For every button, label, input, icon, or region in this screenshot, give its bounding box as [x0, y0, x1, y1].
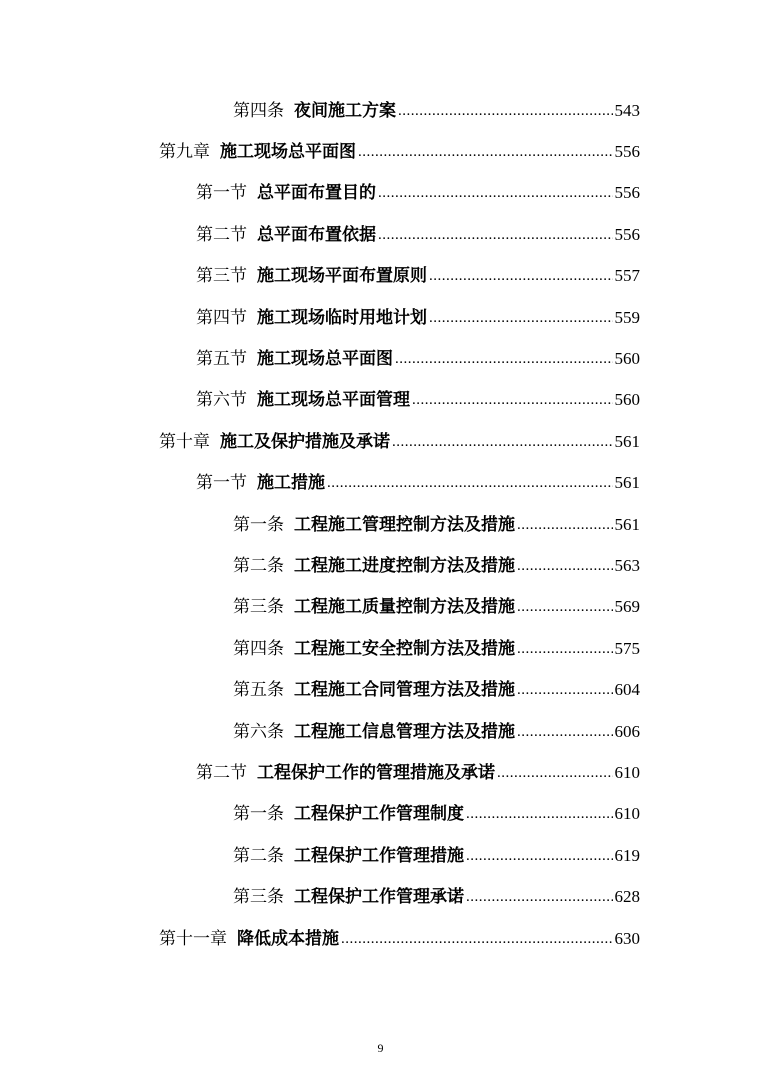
toc-dot-leader	[517, 514, 613, 536]
toc-entry-page: 630	[614, 928, 640, 948]
toc-entry-number: 第六条	[233, 721, 284, 741]
toc-dot-leader	[517, 679, 613, 701]
table-of-contents	[0, 90, 761, 959]
toc-dot-leader	[395, 348, 613, 370]
toc-entry-page: 561	[614, 431, 640, 451]
toc-entry-title: 总平面布置目的	[257, 183, 376, 204]
toc-entry-title: 工程施工管理控制方法及措施	[294, 514, 515, 535]
toc-entry[interactable]	[0, 587, 761, 628]
toc-entry-number: 第五节	[196, 349, 247, 369]
toc-entry[interactable]	[0, 463, 761, 504]
toc-entry[interactable]	[0, 752, 761, 793]
toc-entry-page: 628	[614, 887, 640, 907]
toc-entry-number: 第二节	[196, 224, 247, 244]
toc-dot-leader	[327, 472, 613, 494]
toc-entry-number: 第四节	[196, 307, 247, 327]
toc-entry[interactable]	[0, 173, 761, 214]
toc-entry-title: 工程施工进度控制方法及措施	[294, 555, 515, 576]
toc-entry-number: 第四条	[233, 100, 284, 120]
toc-entry-page: 563	[614, 555, 640, 575]
toc-entry[interactable]	[0, 421, 761, 462]
toc-entry[interactable]	[0, 297, 761, 338]
toc-entry-number: 第十一章	[159, 928, 227, 948]
toc-entry-title: 工程保护工作管理措施	[294, 845, 464, 866]
toc-entry-title: 工程施工合同管理方法及措施	[294, 680, 515, 701]
toc-entry-number: 第十章	[159, 431, 210, 451]
toc-entry-number: 第四条	[233, 638, 284, 658]
toc-entry[interactable]	[0, 711, 761, 752]
toc-entry[interactable]	[0, 876, 761, 917]
toc-entry-page: 556	[614, 224, 640, 244]
toc-dot-leader	[517, 638, 613, 660]
toc-entry-title: 工程保护工作的管理措施及承诺	[257, 762, 495, 783]
toc-entry-title: 施工现场总平面管理	[257, 390, 410, 411]
toc-entry[interactable]	[0, 214, 761, 255]
toc-entry-number: 第一条	[233, 804, 284, 824]
toc-entry[interactable]	[0, 669, 761, 710]
toc-entry-number: 第一条	[233, 514, 284, 534]
toc-entry-page: 610	[614, 762, 640, 782]
toc-entry-title: 工程保护工作管理制度	[294, 804, 464, 825]
toc-entry-page: 560	[614, 349, 640, 369]
toc-entry-page: 543	[614, 100, 640, 120]
toc-entry-number: 第一节	[196, 473, 247, 493]
toc-entry-number: 第二条	[233, 845, 284, 865]
toc-entry-number: 第三节	[196, 266, 247, 286]
toc-entry-title: 降低成本措施	[237, 928, 339, 949]
toc-entry-page: 557	[614, 266, 640, 286]
toc-entry[interactable]	[0, 256, 761, 297]
toc-entry-page: 560	[614, 390, 640, 410]
toc-entry-title: 夜间施工方案	[294, 100, 396, 121]
toc-entry-number: 第三条	[233, 887, 284, 907]
toc-entry-page: 569	[614, 597, 640, 617]
toc-entry-title: 总平面布置依据	[257, 224, 376, 245]
toc-dot-leader	[378, 224, 613, 246]
toc-dot-leader	[517, 596, 613, 618]
toc-entry[interactable]	[0, 545, 761, 586]
toc-entry-page: 561	[614, 514, 640, 534]
toc-entry-page: 604	[614, 680, 640, 700]
toc-entry-page: 561	[614, 473, 640, 493]
toc-entry-number: 第二节	[196, 762, 247, 782]
toc-dot-leader	[378, 182, 613, 204]
toc-dot-leader	[429, 265, 613, 287]
toc-dot-leader	[412, 389, 613, 411]
toc-entry[interactable]	[0, 338, 761, 379]
toc-entry-title: 施工现场平面布置原则	[257, 266, 427, 287]
toc-dot-leader	[392, 431, 613, 453]
toc-entry-title: 工程保护工作管理承诺	[294, 887, 464, 908]
toc-entry-title: 施工现场临时用地计划	[257, 307, 427, 328]
toc-entry-page: 619	[614, 845, 640, 865]
toc-dot-leader	[497, 762, 613, 784]
toc-dot-leader	[398, 100, 613, 122]
toc-entry-title: 工程施工质量控制方法及措施	[294, 597, 515, 618]
toc-dot-leader	[429, 307, 613, 329]
toc-entry-number: 第一节	[196, 183, 247, 203]
toc-dot-leader	[358, 141, 613, 163]
toc-entry[interactable]	[0, 794, 761, 835]
toc-entry-title: 施工措施	[257, 473, 325, 494]
toc-entry-title: 施工现场总平面图	[220, 142, 356, 163]
toc-entry[interactable]	[0, 918, 761, 959]
toc-entry-title: 工程施工信息管理方法及措施	[294, 721, 515, 742]
toc-dot-leader	[466, 803, 613, 825]
toc-entry[interactable]	[0, 131, 761, 172]
toc-entry-number: 第九章	[159, 142, 210, 162]
toc-entry-page: 610	[614, 804, 640, 824]
toc-entry-number: 第二条	[233, 555, 284, 575]
toc-dot-leader	[517, 555, 613, 577]
toc-entry[interactable]	[0, 835, 761, 876]
toc-entry-title: 工程施工安全控制方法及措施	[294, 638, 515, 659]
toc-dot-leader	[517, 721, 613, 743]
toc-entry-number: 第三条	[233, 597, 284, 617]
toc-dot-leader	[466, 845, 613, 867]
toc-entry-page: 556	[614, 142, 640, 162]
toc-entry[interactable]	[0, 90, 761, 131]
toc-dot-leader	[341, 928, 613, 950]
toc-entry-title: 施工现场总平面图	[257, 349, 393, 370]
toc-entry-title: 施工及保护措施及承诺	[220, 431, 390, 452]
toc-entry[interactable]	[0, 504, 761, 545]
page-number: 9	[377, 1041, 384, 1055]
toc-entry[interactable]	[0, 628, 761, 669]
toc-entry-number: 第五条	[233, 680, 284, 700]
toc-dot-leader	[466, 886, 613, 908]
toc-entry[interactable]	[0, 380, 761, 421]
toc-entry-page: 575	[614, 638, 640, 658]
toc-entry-page: 559	[614, 307, 640, 327]
toc-entry-number: 第六节	[196, 390, 247, 410]
toc-entry-page: 606	[614, 721, 640, 741]
toc-entry-page: 556	[614, 183, 640, 203]
